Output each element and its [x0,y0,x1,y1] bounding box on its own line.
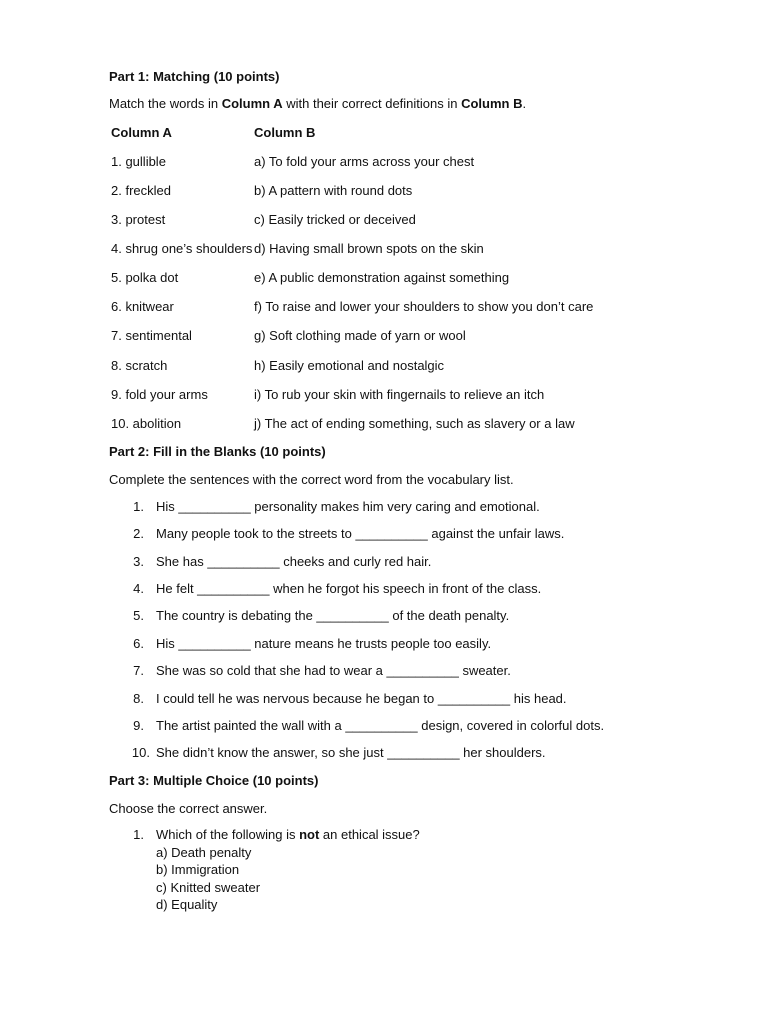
question-text-part: Which of the following is [156,827,300,842]
part2-heading: Part 2: Fill in the Blanks (10 points) [109,444,326,459]
item-number: 1. [133,827,144,842]
item-number: 5. [133,608,144,623]
column-b-item: j) The act of ending something, such as slavery or a law [254,416,575,431]
column-b-header: Column B [254,125,316,140]
column-a-ref: Column A [221,96,283,111]
column-a-item: 10. abolition [111,416,182,431]
item-number: 4. [133,581,144,596]
column-b-item: c) Easily tricked or deceived [254,212,416,227]
column-b-ref: Column B [461,96,523,111]
fill-in-sentence: She has __________ cheeks and curly red hair. [156,554,432,569]
instruction-text: . [522,96,527,111]
item-number: 7. [133,663,144,678]
column-b-item: g) Soft clothing made of yarn or wool [254,328,466,343]
item-number: 9. [133,718,144,733]
column-a-item: 3. protest [111,212,166,227]
part1-heading: Part 1: Matching (10 points) [109,69,280,84]
item-number: 10. [131,745,150,760]
instruction-text: Match the words in [109,96,222,111]
column-b-item: b) A pattern with round dots [254,183,413,198]
column-a-item: 4. shrug one’s shoulders [111,241,253,256]
answer-choice: d) Equality [156,897,218,912]
column-a-item: 7. sentimental [111,328,192,343]
part2-instruction: Complete the sentences with the correct word from the vocabulary list. [109,472,514,487]
column-a-item: 8. scratch [111,358,168,373]
instruction-text: with their correct definitions in [282,96,462,111]
answer-choice: b) Immigration [156,862,240,877]
question-text [156,827,420,843]
fill-in-sentence: The artist painted the wall with a __________ design, covered in colorful dots. [156,718,605,733]
column-a-item: 1. gullible [111,154,166,169]
column-b-item: e) A public demonstration against something [254,270,510,285]
column-a-item: 9. fold your arms [111,387,208,402]
fill-in-sentence: Many people took to the streets to __________ against the unfair laws. [156,526,565,541]
fill-in-sentence: His __________ personality makes him very caring and emotional. [156,499,540,514]
column-b-item: d) Having small brown spots on the skin [254,241,484,256]
fill-in-sentence: He felt __________ when he forgot his speech in front of the class. [156,581,542,596]
column-a-header: Column A [111,125,172,140]
column-a-item: 2. freckled [111,183,171,198]
item-number: 6. [133,636,144,651]
part1-instruction [109,96,526,112]
column-a-item: 5. polka dot [111,270,179,285]
fill-in-sentence: She was so cold that she had to wear a __________ sweater. [156,663,511,678]
question-emphasis: not [299,827,320,842]
item-number: 3. [133,554,144,569]
answer-choice: a) Death penalty [156,845,252,860]
fill-in-sentence: She didn’t know the answer, so she just __________ her shoulders. [156,745,546,760]
column-b-item: h) Easily emotional and nostalgic [254,358,445,373]
fill-in-sentence: His __________ nature means he trusts people too easily. [156,636,492,651]
column-a-item: 6. knitwear [111,299,174,314]
question-text-part: an ethical issue? [319,827,420,842]
answer-choice: c) Knitted sweater [156,880,261,895]
fill-in-sentence: I could tell he was nervous because he began to __________ his head. [156,691,567,706]
item-number: 2. [133,526,144,541]
column-b-item: i) To rub your skin with fingernails to relieve an itch [254,387,545,402]
part3-heading: Part 3: Multiple Choice (10 points) [109,773,319,788]
column-b-item: f) To raise and lower your shoulders to show you don’t care [254,299,594,314]
part3-instruction: Choose the correct answer. [109,801,268,816]
item-number: 8. [133,691,144,706]
item-number: 1. [133,499,144,514]
fill-in-sentence: The country is debating the __________ of the death penalty. [156,608,510,623]
column-b-item: a) To fold your arms across your chest [254,154,475,169]
